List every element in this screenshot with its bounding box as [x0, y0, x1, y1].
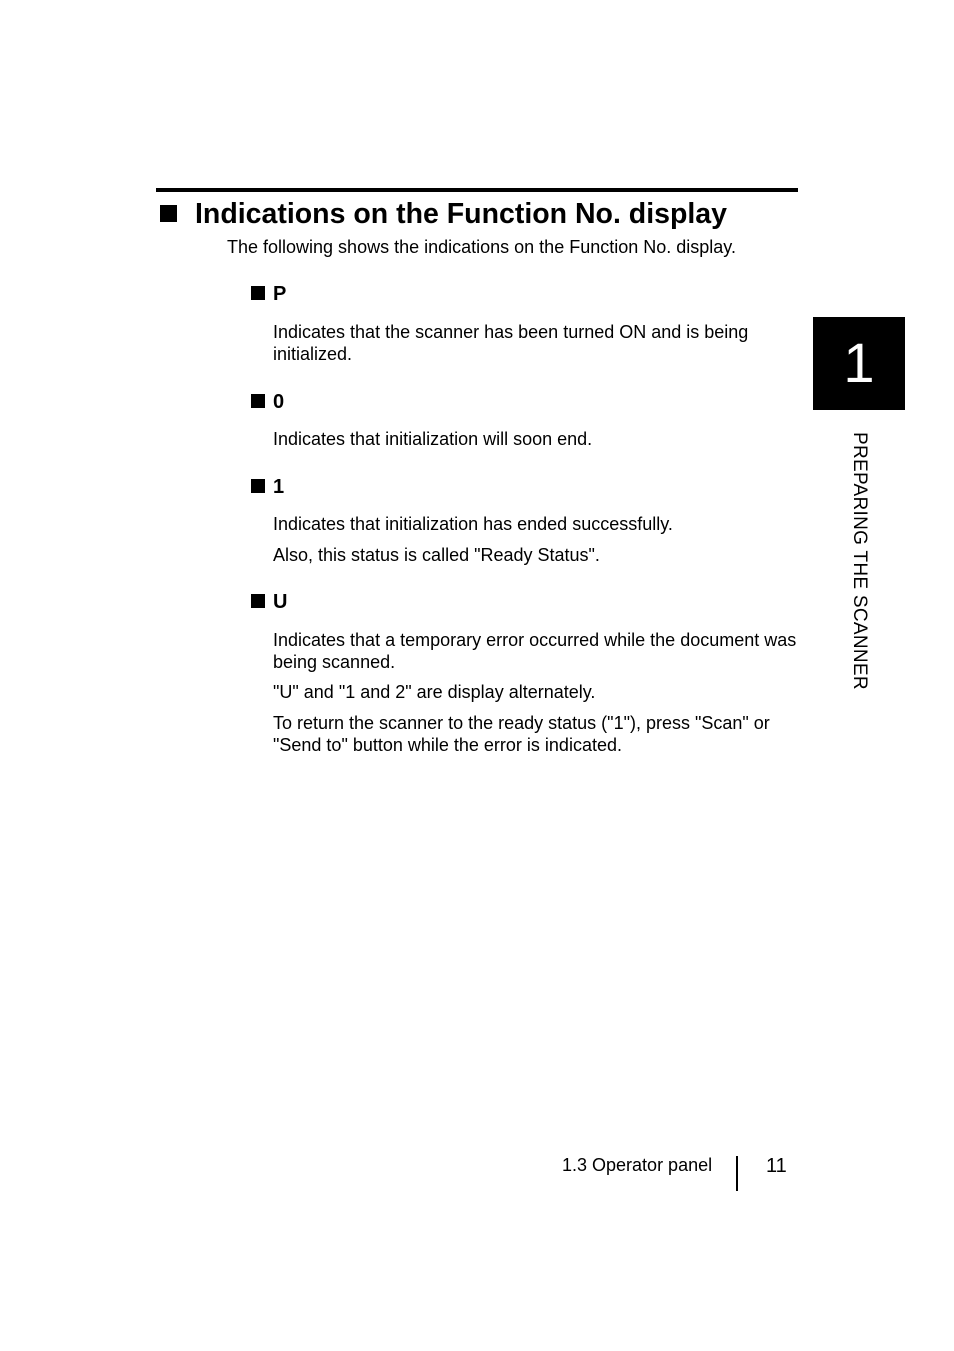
- indication-text: Indicates that initialization will soon end.: [273, 429, 593, 449]
- footer-divider: [736, 1156, 738, 1191]
- square-bullet-icon: [160, 205, 177, 222]
- chapter-number: 1: [843, 331, 875, 394]
- square-bullet-icon: [251, 594, 265, 608]
- indication-text: Indicates that a temporary error occurred while the document was being scanned.: [273, 630, 797, 672]
- square-bullet-icon: [251, 394, 265, 408]
- indication-label: P: [273, 283, 287, 305]
- indication-text: Also, this status is called "Ready Status".: [273, 545, 600, 565]
- indication-heading-u: [251, 590, 287, 614]
- indication-heading-1: [251, 475, 284, 499]
- section-intro: The following shows the indications on the Function No. display.: [227, 237, 736, 257]
- indication-text: Indicates that initialization has ended successfully.: [273, 514, 673, 534]
- indication-text: To return the scanner to the ready status ("1"), press "Scan" or "Send to" button while the error is indicated.: [273, 713, 770, 755]
- indication-text: "U" and "1 and 2" are display alternately.: [273, 682, 596, 702]
- footer-section-title: 1.3 Operator panel: [562, 1155, 713, 1175]
- chapter-side-label: PREPARING THE SCANNER: [849, 432, 870, 690]
- square-bullet-icon: [251, 286, 265, 300]
- page-number: 11: [766, 1155, 787, 1177]
- heading-top-rule: [156, 188, 798, 192]
- indication-heading-p: [251, 282, 286, 306]
- indication-heading-0: [251, 390, 284, 414]
- chapter-tab: [813, 317, 905, 410]
- section-heading: [160, 196, 727, 232]
- indication-label: 1: [273, 476, 285, 498]
- section-title: Indications on the Function No. display: [195, 198, 728, 230]
- indication-text: Indicates that the scanner has been turned ON and is being initialized.: [273, 322, 749, 364]
- square-bullet-icon: [251, 479, 265, 493]
- indication-label: 0: [273, 391, 285, 413]
- indication-label: U: [273, 591, 288, 613]
